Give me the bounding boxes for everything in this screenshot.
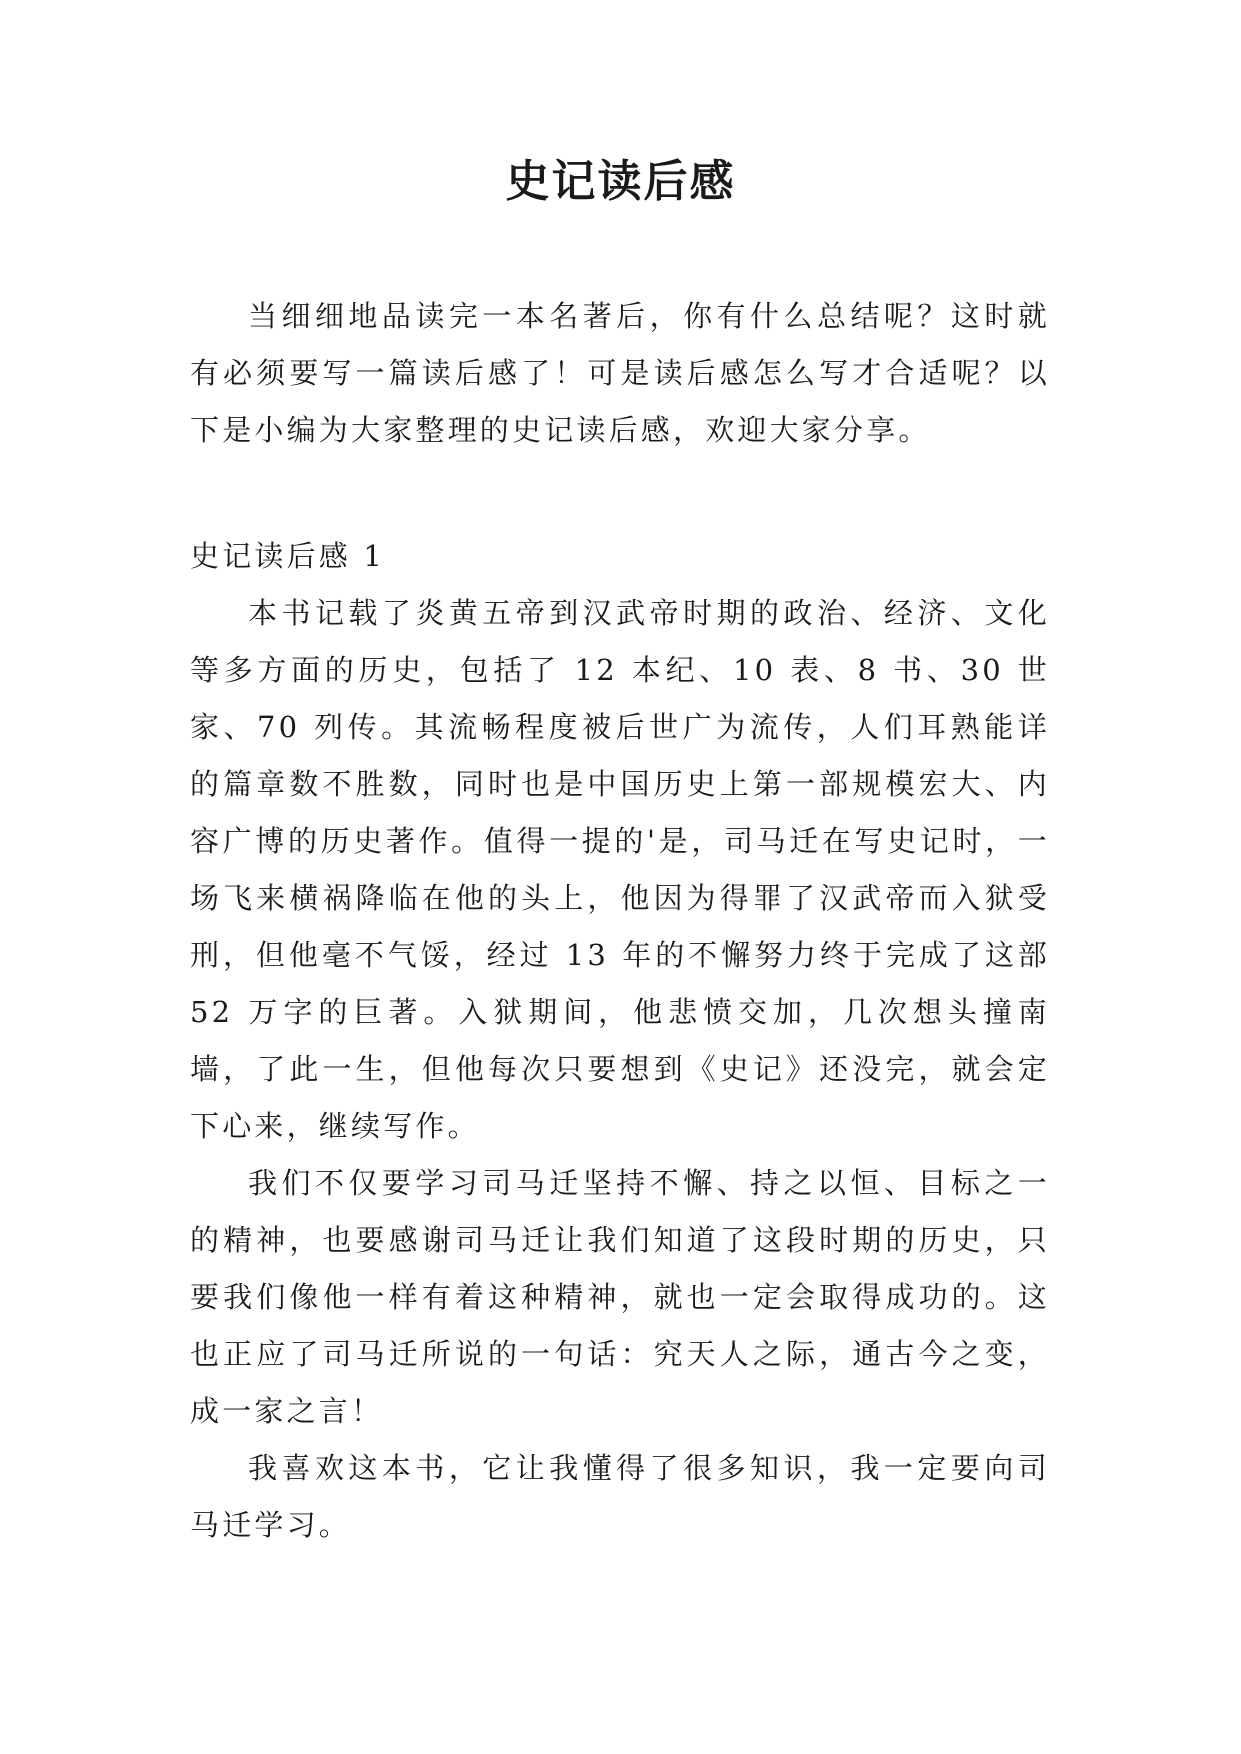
- essay-section: [190, 528, 1050, 1554]
- intro-block: [190, 288, 1050, 459]
- intro-paragraph: 当细细地品读完一本名著后，你有什么总结呢？这时就有必须要写一篇读后感了！可是读后感怎么写才合适呢？以下是小编为大家整理的史记读后感，欢迎大家分享。: [190, 299, 1050, 447]
- section-paragraph-1: 本书记载了炎黄五帝到汉武帝时期的政治、经济、文化等多方面的历史，包括了 12 本纪、10 表、8 书、30 世家、70 列传。其流畅程度被后世广为流传，人们耳熟能详的篇章数不胜数，同时也是中国历史上第一部规模宏大、内容广博的历史著作。值得一提的'是，司马迁在写史记时，一场飞来横祸降临在他的头上，他因为得罪了汉武帝而入狱受刑，但他毫不气馁，经过 13 年的不懈努力终于完成了这部 52 万字的巨著。入狱期间，他悲愤交加，几次想头撞南墙，了此一生，但他每次只要想到《史记》还没完，就会定下心来，继续写作。: [190, 596, 1050, 1143]
- document-title: 史记读后感: [505, 156, 736, 207]
- section-paragraph-2: 我们不仅要学习司马迁坚持不懈、持之以恒、目标之一的精神，也要感谢司马迁让我们知道了这段时期的历史，只要我们像他一样有着这种精神，就也一定会取得成功的。这也正应了司马迁所说的一句话：究天人之际，通古今之变，成一家之言！: [190, 1166, 1050, 1428]
- section-paragraph-3: 我喜欢这本书，它让我懂得了很多知识，我一定要向司马迁学习。: [190, 1451, 1050, 1542]
- section-heading: 史记读后感 1: [190, 539, 386, 573]
